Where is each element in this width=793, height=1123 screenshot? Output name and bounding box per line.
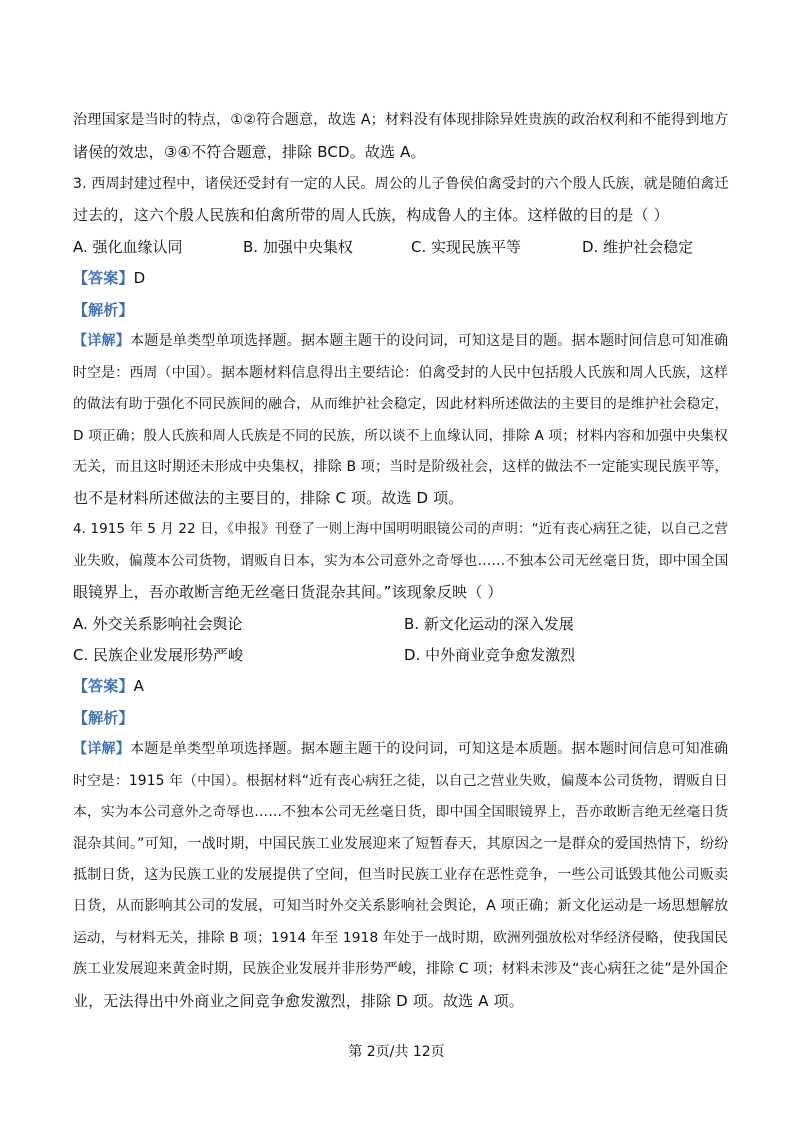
question-3-option-d: D. 维护社会稳定 xyxy=(582,238,694,256)
question-4-stem: 眼镜界上，吾亦敢断言绝无丝毫日货混杂其间。”该现象反映（ ） xyxy=(73,583,503,601)
question-3-detail: 也不是材料所述做法的主要目的，排除 C 项。故选 D 项。 xyxy=(73,489,464,507)
answer-tag: 【答案】 xyxy=(73,269,134,287)
question-4-option-d: D. 中外商业竞争愈发激烈 xyxy=(404,646,576,664)
question-4-detail: 抵制日货，这为民族工业的发展提供了空间，但当时民族工业存在恶性竞争，一些公司诋毁其他公司贩卖 xyxy=(73,867,729,883)
question-4-detail: 日货，从而影响其公司的发展，可知当时外交关系影响社会舆论，A 项正确；新文化运动是一场思想解放 xyxy=(73,898,729,914)
question-4-detail: 族工业发展迎来黄金时期，民族企业发展并非形势严峻，排除 C 项；材料未涉及“丧心病狂之徒”是外国企 xyxy=(73,961,729,977)
question-3-stem: 过去的，这六个殷人民族和伯禽所带的周人氏族，构成鲁人的主体。这样做的目的是（ ） xyxy=(73,206,669,224)
question-4-stem: 业失败，偏蔑本公司货物，谓贩自日本，实为本公司意外之奇辱也……不独本公司无丝毫日货，即中国全国 xyxy=(73,553,729,569)
paragraph-line: 诸侯的效忠，③④不符合题意，排除 BCD。故选 A。 xyxy=(73,143,426,161)
question-3-detail: 无关，而且这时期还未形成中央集权，排除 B 项；当时是阶级社会，这样的做法不一定能实现民族平等， xyxy=(73,459,729,475)
question-3-option-b: B. 加强中央集权 xyxy=(243,238,353,256)
question-4-detail: 混杂其间。”可知，一战时期，中国民族工业发展迎来了短暂春天，其原因之一是群众的爱国热情下，纷纷 xyxy=(73,836,729,852)
question-4-stem: 4. 1915 年 5 月 22 日，《申报》刊登了一则上海中国明明眼镜公司的声明：“近有丧心病狂之徒，以自己之营 xyxy=(73,522,728,537)
question-4-option-a: A. 外交关系影响社会舆论 xyxy=(73,615,243,633)
question-4-detail: 运动，与材料无关，排除 B 项；1914 年至 1918 年处于一战时期，欧洲列强放松对华经济侵略，使我国民 xyxy=(73,930,728,946)
question-4-option-b: B. 新文化运动的深入发展 xyxy=(404,615,574,633)
answer-value: D xyxy=(133,269,146,287)
question-4-answer xyxy=(73,676,144,696)
question-3-option-a: A. 强化血缘认同 xyxy=(73,238,183,256)
question-4-detail: 时空是：1915 年（中国）。根据材料“近有丧心病狂之徒，以自己之营业失败，偏蔑本公司货物，谓贩自日 xyxy=(73,773,729,789)
question-3-answer xyxy=(73,268,145,288)
page-number-footer: 第 2页/共 12页 xyxy=(348,1044,445,1060)
question-3-analysis-heading xyxy=(73,300,134,320)
question-4-analysis-heading xyxy=(73,708,134,728)
question-4-detail: 本，实为本公司意外之奇辱也……不独本公司无丝毫日货，即中国全国眼镜界上，吾亦敢断言绝无丝毫日货 xyxy=(73,804,729,820)
question-4-option-c: C. 民族企业发展形势严峻 xyxy=(73,646,244,664)
question-3-option-c: C. 实现民族平等 xyxy=(411,238,522,256)
analysis-tag: 【解析】 xyxy=(73,709,134,727)
answer-value: A xyxy=(133,677,145,695)
question-3-detail: D 项正确；殷人氏族和周人氏族是不同的民族，所以谈不上血缘认同，排除 A 项；材料内容和加强中央集权 xyxy=(73,428,728,444)
detail-tag: 【详解】 xyxy=(73,333,130,349)
question-3-stem: 3. 西周封建过程中，诸侯还受封有一定的人民。周公的儿子鲁侯伯禽受封的六个殷人氏族，就是随伯禽迁 xyxy=(73,176,729,192)
answer-tag: 【答案】 xyxy=(73,677,134,695)
analysis-tag: 【解析】 xyxy=(73,301,134,319)
question-3-detail: 【详解】本题是单类型单项选择题。据本题主题干的设问词，可知这是目的题。据本题时间信息可知准确 xyxy=(73,333,729,349)
detail-tag: 【详解】 xyxy=(73,741,130,757)
question-4-detail: 业，无法得出中外商业之间竞争愈发激烈，排除 D 项。故选 A 项。 xyxy=(73,992,524,1010)
question-3-detail: 的做法有助于强化不同民族间的融合，从而维护社会稳定，因此材料所述做法的主要目的是维护社会稳定， xyxy=(73,396,729,412)
paragraph-line: 治理国家是当时的特点，①②符合题意，故选 A；材料没有体现排除异姓贵族的政治权利和不能得到地方 xyxy=(73,112,729,128)
question-4-detail: 【详解】本题是单类型单项选择题。据本题主题干的设问词，可知这是本质题。据本题时间信息可知准确 xyxy=(73,741,729,757)
question-3-detail: 时空是：西周（中国）。据本题材料信息得出主要结论：伯禽受封的人民中包括殷人氏族和周人氏族，这样 xyxy=(73,365,729,381)
